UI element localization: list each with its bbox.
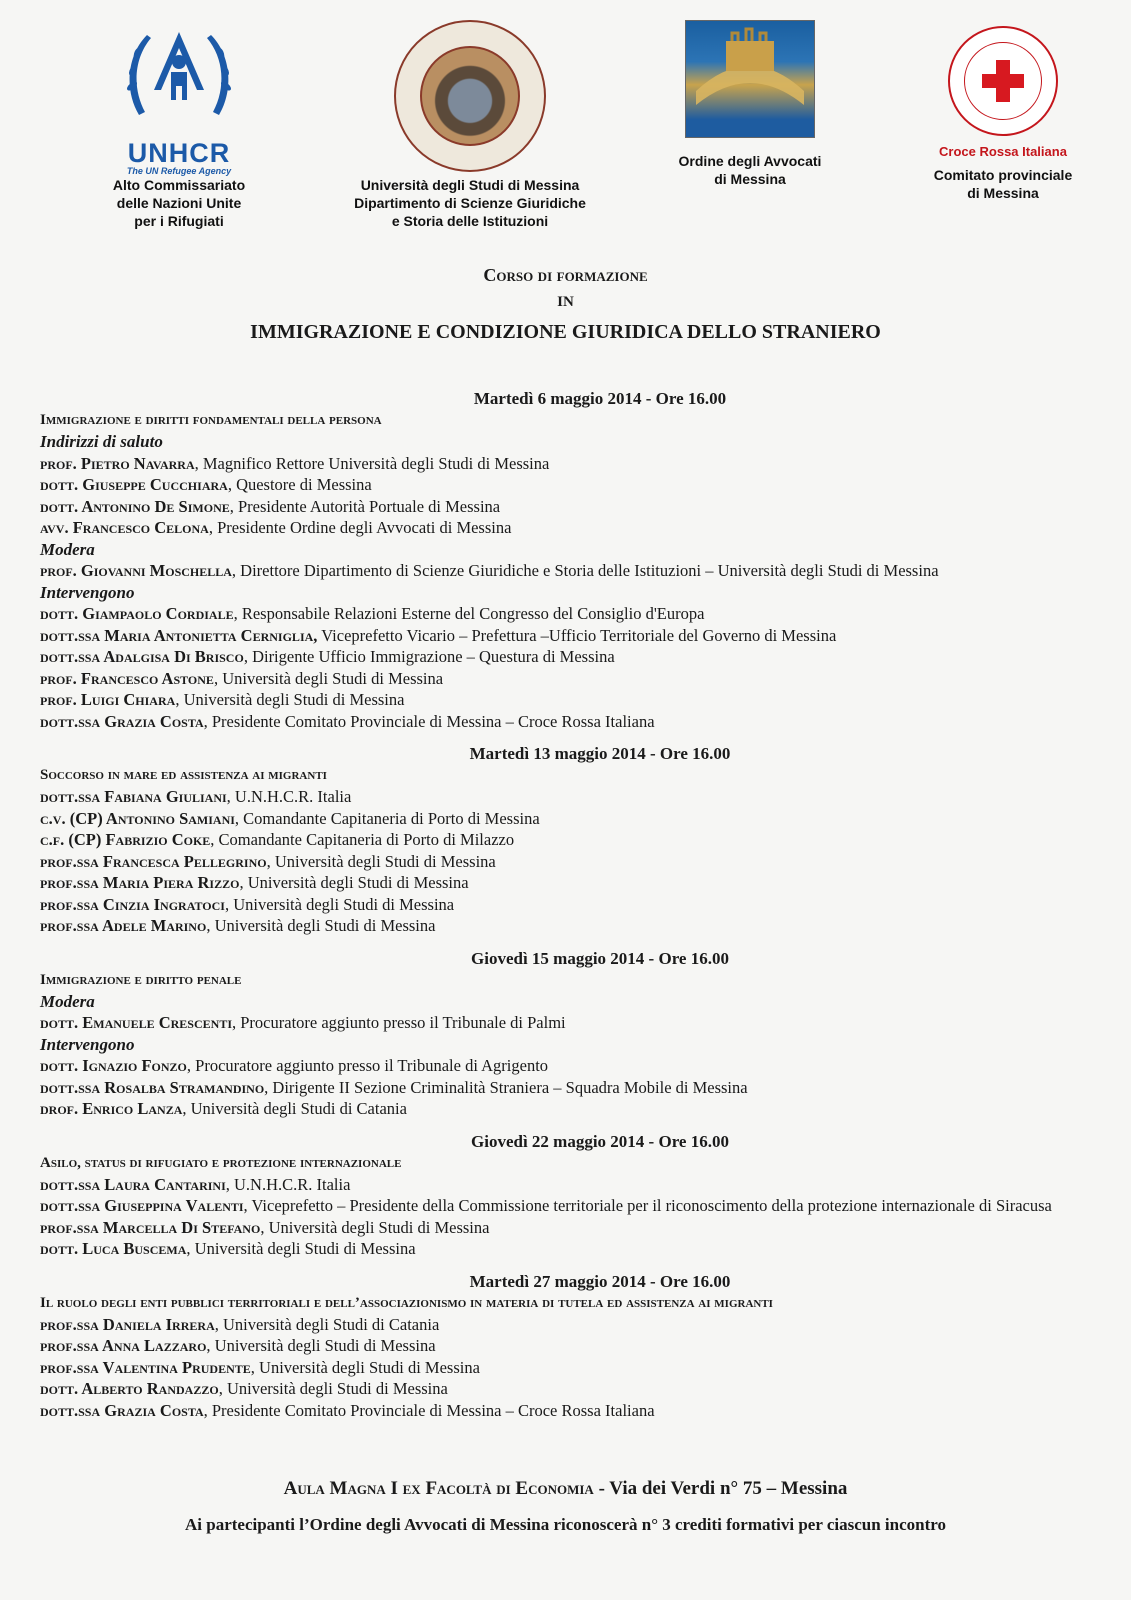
header-logos: [0, 20, 1131, 230]
speaker-name: prof.ssa Maria Piera Rizzo: [40, 873, 240, 892]
speaker-role: , Università degli Studi di Catania: [214, 1314, 440, 1334]
speaker-line: [40, 808, 1110, 830]
speaker-name: prof. Francesco Astone: [40, 668, 214, 688]
speaker-name: prof.ssa Marcella Di Stefano: [40, 1217, 261, 1237]
unhcr-logo-text: UNHCR: [127, 138, 231, 168]
speaker-name: prof.ssa Valentina Prudente: [40, 1357, 251, 1377]
speaker-line: [40, 872, 1110, 894]
speaker-role: , Viceprefetto – Presidente della Commissione territoriale per il riconoscimento della protezione internazionale di Siracusa: [243, 1196, 1052, 1215]
speaker-role: , Università degli Studi di Messina: [260, 1217, 490, 1237]
speaker-line: [40, 1357, 1110, 1379]
speaker-name: prof.ssa Francesca Pellegrino: [40, 851, 267, 871]
unhcr-logo-subtext: The UN Refugee Agency: [126, 166, 232, 176]
speaker-role: , Università degli Studi di Messina: [239, 873, 469, 892]
session-date: Martedì 6 maggio 2014 - Ore 16.00: [473, 389, 727, 408]
speaker-line: [40, 603, 1110, 625]
org-croce-rossa: [908, 20, 1098, 202]
avvocati-caption: Ordine degli Avvocati di Messina: [678, 153, 822, 187]
speaker-role: , U.N.H.C.R. Italia: [226, 787, 352, 806]
speaker-role: , Magnifico Rettore Università degli Studi di Messina: [194, 453, 550, 473]
speaker-line: [40, 625, 1110, 647]
role-heading: Intervengono: [40, 582, 135, 602]
session-2: [40, 743, 1110, 937]
universita-caption: Università degli Studi di Messina Dipartimento di Scienze Giuridiche e Storia delle Istituzioni: [354, 177, 586, 229]
speaker-name: drof. Enrico Lanza: [40, 1099, 183, 1118]
title-line-3: IMMIGRAZIONE E CONDIZIONE GIURIDICA DELLO STRANIERO: [250, 321, 881, 343]
speaker-name: dott. Giampaolo Cordiale: [40, 604, 234, 623]
role-heading: Modera: [40, 991, 95, 1011]
venue: [0, 1477, 1131, 1501]
speaker-name: prof.ssa Cinzia Ingratoci: [40, 894, 225, 914]
speaker-line: [40, 1238, 1110, 1260]
speaker-name: prof.ssa Adele Marino: [40, 916, 207, 935]
speaker-role: , U.N.H.C.R. Italia: [225, 1174, 351, 1194]
session-5: [40, 1271, 1110, 1422]
speaker-role: , Procuratore aggiunto presso il Tribunale di Palmi: [232, 1013, 566, 1032]
speaker-name: c.f. (CP) Fabrizio Coke: [40, 830, 211, 849]
speaker-role: , Università degli Studi di Messina: [224, 894, 455, 914]
speaker-line: [40, 496, 1110, 518]
speaker-role: , Università degli Studi di Messina: [218, 1379, 448, 1398]
speaker-role: , Università degli Studi di Messina: [213, 668, 444, 688]
speaker-name: dott. Alberto Randazzo: [40, 1379, 219, 1398]
speaker-line: [40, 1055, 1110, 1077]
speaker-line: [40, 786, 1110, 808]
session-date: Martedì 27 maggio 2014 - Ore 16.00: [469, 1271, 731, 1291]
speaker-role: , Università degli Studi di Messina: [250, 1357, 480, 1377]
speaker-role: , Dirigente II Sezione Criminalità Straniera – Squadra Mobile di Messina: [264, 1077, 748, 1097]
croce-rossa-emblem-icon: [948, 26, 1058, 136]
org-universita: [330, 20, 610, 230]
speaker-name: avv. Francesco Celona: [40, 518, 209, 537]
speaker-role: , Comandante Capitaneria di Porto di Milazzo: [210, 830, 515, 849]
course-title: [0, 262, 1131, 348]
speaker-role: , Università degli Studi di Messina: [186, 1239, 416, 1258]
role-heading: Indirizzi di saluto: [40, 432, 163, 451]
speaker-role: , Università degli Studi di Messina: [266, 851, 496, 871]
speaker-role: , Dirigente Ufficio Immigrazione – Questura di Messina: [243, 647, 615, 666]
speaker-line: [40, 1012, 1110, 1034]
role-heading: Intervengono: [40, 1034, 135, 1054]
speaker-role: , Università degli Studi di Messina: [175, 690, 405, 709]
speaker-name: dott. Ignazio Fonzo: [40, 1056, 187, 1075]
speaker-line: [40, 517, 1110, 539]
croce-rossa-logo-text: Croce Rossa Italiana: [939, 144, 1067, 159]
org-unhcr: [98, 20, 260, 230]
session-date: Giovedì 22 maggio 2014 - Ore 16.00: [471, 1131, 729, 1151]
session-3: [40, 948, 1110, 1120]
speaker-role: Viceprefetto Vicario – Prefettura –Ufficio Territoriale del Governo di Messina: [317, 625, 837, 645]
speaker-name: dott.ssa Rosalba Stramandino: [40, 1077, 265, 1097]
session-title: Immigrazione e diritti fondamentali della persona: [40, 412, 382, 428]
speaker-name: prof. Luigi Chiara: [40, 690, 176, 709]
speaker-name: prof. Pietro Navarra: [40, 453, 195, 473]
title-line-2: IN: [557, 294, 574, 310]
speaker-line: [40, 829, 1110, 851]
speaker-line: [40, 1217, 1110, 1239]
speaker-name: dott.ssa Maria Antonietta Cerniglia,: [40, 625, 318, 645]
speaker-name: dott.ssa Giuseppina Valenti: [40, 1196, 244, 1215]
role-heading: Modera: [40, 539, 95, 559]
session-title: Soccorso in mare ed assistenza ai migranti: [40, 767, 327, 783]
speaker-line: [40, 560, 1110, 582]
speaker-name: dott. Luca Buscema: [40, 1239, 187, 1258]
speaker-role: , Università degli Studi di Catania: [182, 1099, 407, 1118]
session-title: Asilo, status di rifugiato e protezione internazionale: [40, 1154, 402, 1171]
speaker-name: dott.ssa Fabiana Giuliani: [40, 787, 227, 806]
speaker-line: [40, 1077, 1110, 1099]
speaker-role: , Direttore Dipartimento di Scienze Giuridiche e Storia delle Istituzioni – Università degli Studi di Messina: [231, 561, 939, 580]
speaker-name: prof.ssa Daniela Irrera: [40, 1314, 215, 1334]
speaker-name: dott. Giuseppe Cucchiara: [40, 475, 228, 494]
speaker-name: c.v. (CP) Antonino Samiani: [40, 808, 235, 828]
speaker-line: [40, 894, 1110, 916]
unhcr-caption: Alto Commissariato delle Nazioni Unite per i Rifugiati: [112, 177, 246, 229]
session-1: [40, 388, 1110, 732]
credits-note: Ai partecipanti l’Ordine degli Avvocati di Messina riconoscerà n° 3 crediti formativi per ciascun incontro: [184, 1515, 947, 1534]
speaker-line: [40, 689, 1110, 711]
session-title: Immigrazione e diritto penale: [40, 971, 242, 988]
speaker-line: [40, 1400, 1110, 1422]
speaker-role: , Presidente Ordine degli Avvocati di Messina: [208, 518, 512, 537]
croce-rossa-caption: Comitato provinciale di Messina: [933, 167, 1073, 201]
session-date: Giovedì 15 maggio 2014 - Ore 16.00: [471, 948, 729, 968]
speaker-line: [40, 1195, 1110, 1217]
speaker-role: , Presidente Autorità Portuale di Messina: [229, 496, 501, 516]
org-avvocati: [660, 20, 840, 188]
avvocati-emblem-image: [685, 20, 815, 138]
speaker-name: dott.ssa Grazia Costa: [40, 711, 204, 731]
speaker-role: , Procuratore aggiunto presso il Tribunale di Agrigento: [186, 1056, 549, 1075]
speaker-line: [40, 1335, 1110, 1357]
title-line-1: Corso di formazione: [483, 265, 648, 285]
speaker-name: dott.ssa Laura Cantarini: [40, 1174, 226, 1194]
speaker-name: dott.ssa Grazia Costa: [40, 1400, 204, 1420]
speaker-name: dott. Emanuele Crescenti: [40, 1013, 232, 1032]
session-title: Il ruolo degli enti pubblici territoriali e dell’associazionismo in materia di tutela ed assistenza ai migranti: [40, 1294, 773, 1311]
speaker-name: dott.ssa Adalgisa Di Brisco: [40, 647, 244, 666]
speaker-line: [40, 1378, 1110, 1400]
speaker-line: [40, 668, 1110, 690]
speaker-line: [40, 1174, 1110, 1196]
speaker-role: , Responsabile Relazioni Esterne del Congresso del Consiglio d'Europa: [233, 604, 705, 623]
speaker-role: , Università degli Studi di Messina: [206, 916, 436, 935]
speaker-line: [40, 453, 1110, 475]
speaker-role: , Questore di Messina: [227, 475, 372, 494]
speaker-line: [40, 915, 1110, 937]
speaker-line: [40, 474, 1110, 496]
speaker-name: prof. Giovanni Moschella: [40, 561, 232, 580]
speaker-line: [40, 851, 1110, 873]
unhcr-emblem-icon: [119, 20, 239, 140]
universita-seal-icon: [394, 20, 546, 172]
speaker-line: [40, 646, 1110, 668]
speaker-role: , Comandante Capitaneria di Porto di Messina: [234, 808, 540, 828]
speaker-role: , Presidente Comitato Provinciale di Messina – Croce Rossa Italiana: [203, 711, 655, 731]
speaker-line: [40, 1098, 1110, 1120]
speaker-line: [40, 711, 1110, 733]
speaker-role: , Presidente Comitato Provinciale di Messina – Croce Rossa Italiana: [203, 1400, 655, 1420]
session-date: Martedì 13 maggio 2014 - Ore 16.00: [469, 744, 731, 763]
session-4: [40, 1131, 1110, 1260]
speaker-name: dott. Antonino De Simone: [40, 496, 230, 516]
speaker-role: , Università degli Studi di Messina: [206, 1336, 436, 1355]
speaker-name: prof.ssa Anna Lazzaro: [40, 1336, 207, 1355]
venue-place: Aula Magna I ex Facoltà di Economia: [283, 1478, 594, 1499]
program-schedule: [40, 388, 1110, 1432]
speaker-line: [40, 1314, 1110, 1336]
venue-address: - Via dei Verdi n° 75 – Messina: [593, 1478, 848, 1499]
